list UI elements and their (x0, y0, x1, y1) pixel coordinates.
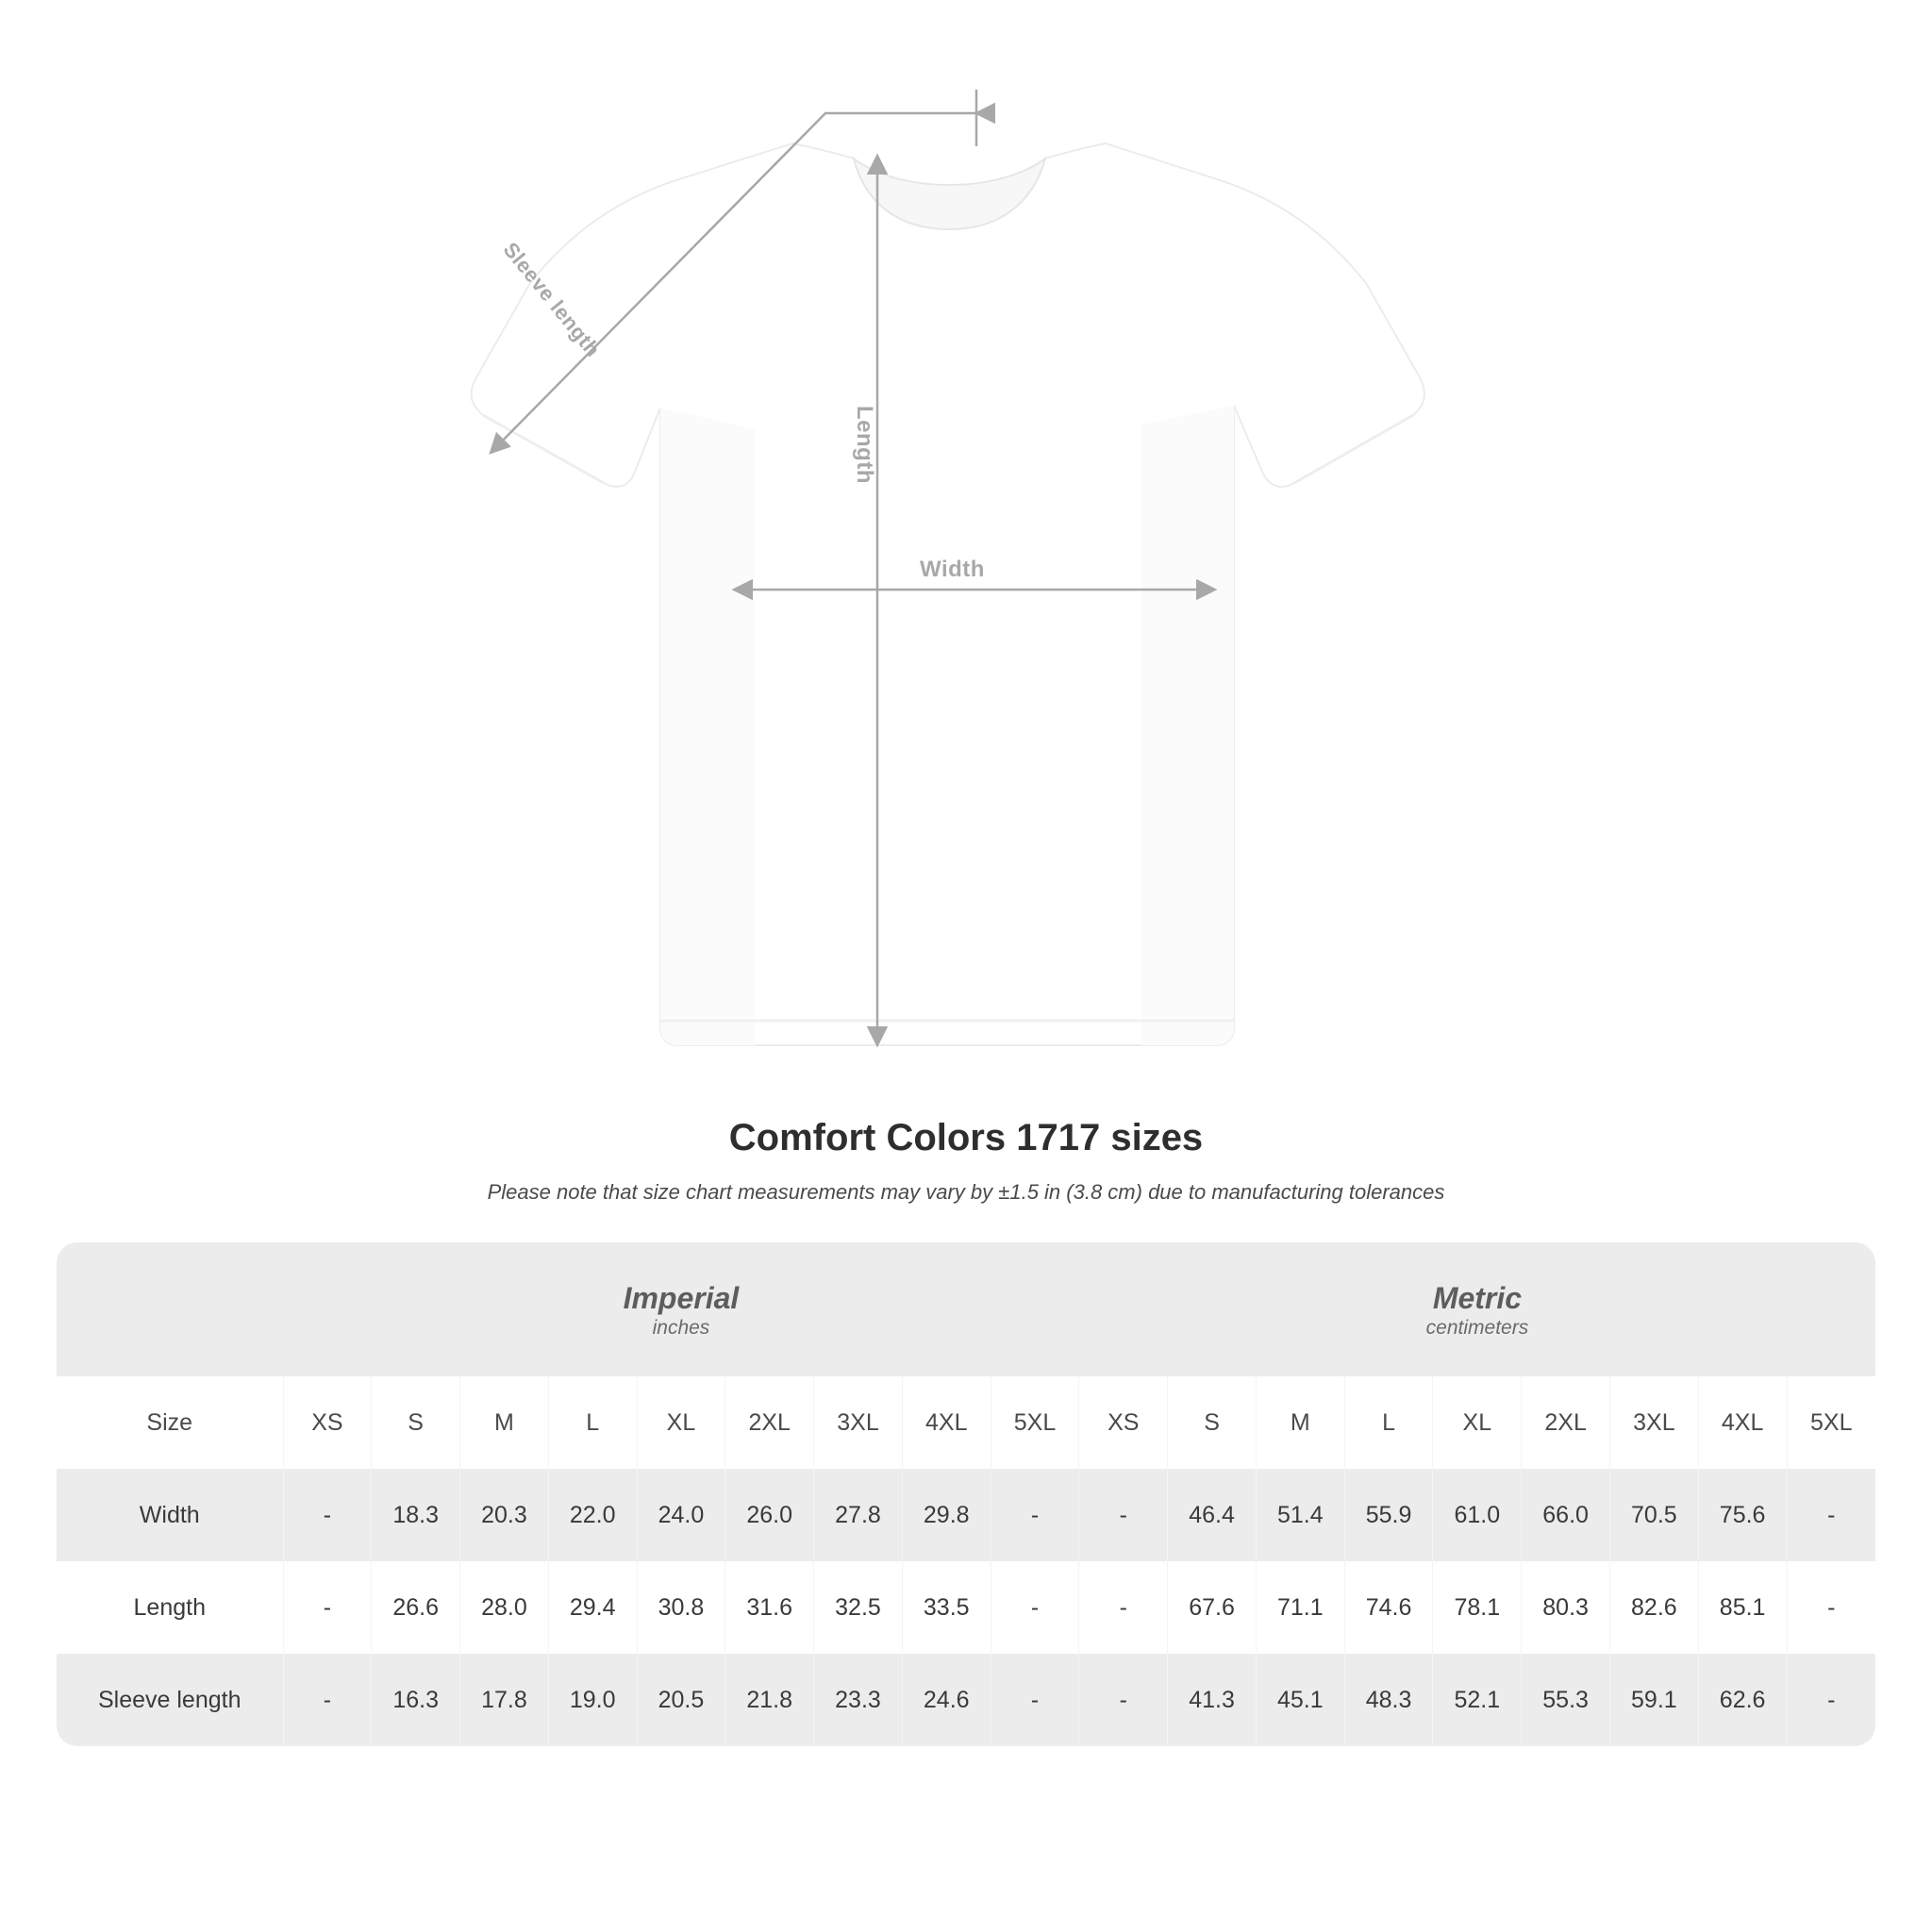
header-imperial-xs: XS (283, 1376, 372, 1469)
tshirt-shape (472, 143, 1424, 1045)
cell-length-imperial-2xl: 31.6 (725, 1561, 814, 1654)
header-metric-3xl: 3XL (1609, 1376, 1698, 1469)
header-metric-xs: XS (1079, 1376, 1168, 1469)
cell-sleeve-imperial-xl: 20.5 (637, 1654, 725, 1746)
header-imperial-m: M (460, 1376, 549, 1469)
cell-length-imperial-3xl: 32.5 (814, 1561, 903, 1654)
cell-sleeve-metric-3xl: 59.1 (1609, 1654, 1698, 1746)
cell-sleeve-metric-xs: - (1079, 1654, 1168, 1746)
cell-length-metric-4xl: 85.1 (1698, 1561, 1787, 1654)
row-label-sleeve-length: Sleeve length (57, 1654, 283, 1746)
header-imperial-xl: XL (637, 1376, 725, 1469)
cell-width-imperial-xl: 24.0 (637, 1469, 725, 1561)
header-metric-2xl: 2XL (1522, 1376, 1610, 1469)
cell-length-metric-s: 67.6 (1168, 1561, 1257, 1654)
cell-width-metric-m: 51.4 (1256, 1469, 1344, 1561)
cell-sleeve-metric-xl: 52.1 (1433, 1654, 1522, 1746)
cell-length-metric-5xl: - (1787, 1561, 1875, 1654)
table-row (57, 1561, 1875, 1654)
length-label: Length (852, 406, 877, 484)
size-header-row (57, 1376, 1875, 1469)
page-title: Comfort Colors 1717 sizes (728, 1117, 1204, 1158)
imperial-unit-header (283, 1242, 1079, 1376)
cell-width-metric-4xl: 75.6 (1698, 1469, 1787, 1561)
cell-length-imperial-l: 29.4 (548, 1561, 637, 1654)
cell-width-imperial-l: 22.0 (548, 1469, 637, 1561)
imperial-subtitle: inches (652, 1317, 710, 1339)
header-metric-l: L (1344, 1376, 1433, 1469)
cell-length-metric-xs: - (1079, 1561, 1168, 1654)
cell-width-imperial-xs: - (283, 1469, 372, 1561)
cell-width-metric-2xl: 66.0 (1522, 1469, 1610, 1561)
imperial-title: Imperial (623, 1281, 740, 1315)
metric-unit-header (1079, 1242, 1875, 1376)
cell-length-metric-3xl: 82.6 (1609, 1561, 1698, 1654)
header-imperial-l: L (548, 1376, 637, 1469)
cell-sleeve-metric-l: 48.3 (1344, 1654, 1433, 1746)
cell-length-imperial-xl: 30.8 (637, 1561, 725, 1654)
table-row (57, 1469, 1875, 1561)
cell-width-imperial-3xl: 27.8 (814, 1469, 903, 1561)
header-metric-5xl: 5XL (1787, 1376, 1875, 1469)
cell-sleeve-metric-4xl: 62.6 (1698, 1654, 1787, 1746)
size-table (57, 1242, 1875, 1746)
cell-length-imperial-m: 28.0 (460, 1561, 549, 1654)
header-metric-4xl: 4XL (1698, 1376, 1787, 1469)
cell-sleeve-metric-5xl: - (1787, 1654, 1875, 1746)
header-metric-s: S (1168, 1376, 1257, 1469)
header-imperial-4xl: 4XL (902, 1376, 991, 1469)
header-metric-m: M (1256, 1376, 1344, 1469)
cell-sleeve-imperial-4xl: 24.6 (902, 1654, 991, 1746)
cell-sleeve-metric-m: 45.1 (1256, 1654, 1344, 1746)
cell-width-metric-xl: 61.0 (1433, 1469, 1522, 1561)
cell-length-metric-xl: 78.1 (1433, 1561, 1522, 1654)
header-imperial-3xl: 3XL (814, 1376, 903, 1469)
cell-sleeve-imperial-m: 17.8 (460, 1654, 549, 1746)
cell-width-metric-l: 55.9 (1344, 1469, 1433, 1561)
cell-length-imperial-s: 26.6 (372, 1561, 460, 1654)
cell-sleeve-imperial-5xl: - (991, 1654, 1079, 1746)
cell-sleeve-imperial-l: 19.0 (548, 1654, 637, 1746)
cell-width-imperial-4xl: 29.8 (902, 1469, 991, 1561)
size-header-label: Size (57, 1376, 283, 1469)
cell-length-metric-m: 71.1 (1256, 1561, 1344, 1654)
header-imperial-5xl: 5XL (991, 1376, 1079, 1469)
cell-width-imperial-5xl: - (991, 1469, 1079, 1561)
cell-width-metric-s: 46.4 (1168, 1469, 1257, 1561)
cell-length-metric-2xl: 80.3 (1522, 1561, 1610, 1654)
cell-sleeve-imperial-xs: - (283, 1654, 372, 1746)
size-table-container (57, 1242, 1875, 1746)
unit-header-spacer (57, 1242, 283, 1376)
cell-length-imperial-4xl: 33.5 (902, 1561, 991, 1654)
metric-subtitle: centimeters (1425, 1317, 1529, 1339)
cell-width-metric-xs: - (1079, 1469, 1168, 1561)
cell-sleeve-imperial-3xl: 23.3 (814, 1654, 903, 1746)
cell-width-imperial-m: 20.3 (460, 1469, 549, 1561)
cell-width-metric-5xl: - (1787, 1469, 1875, 1561)
header-metric-xl: XL (1433, 1376, 1522, 1469)
cell-length-imperial-5xl: - (991, 1561, 1079, 1654)
cell-sleeve-imperial-2xl: 21.8 (725, 1654, 814, 1746)
cell-length-imperial-xs: - (283, 1561, 372, 1654)
header-imperial-2xl: 2XL (725, 1376, 814, 1469)
sleeve-length-label: Sleeve length (498, 238, 606, 362)
cell-width-imperial-2xl: 26.0 (725, 1469, 814, 1561)
row-label-width: Width (57, 1469, 283, 1561)
row-label-length: Length (57, 1561, 283, 1654)
header-imperial-s: S (372, 1376, 460, 1469)
cell-width-metric-3xl: 70.5 (1609, 1469, 1698, 1561)
cell-sleeve-metric-2xl: 55.3 (1522, 1654, 1610, 1746)
table-row (57, 1654, 1875, 1746)
tolerance-note: Please note that size chart measurements may vary by ±1.5 in (3.8 cm) due to manufacturing tolerances (487, 1180, 1445, 1204)
width-label: Width (920, 557, 985, 582)
cell-width-imperial-s: 18.3 (372, 1469, 460, 1561)
cell-length-metric-l: 74.6 (1344, 1561, 1433, 1654)
cell-sleeve-imperial-s: 16.3 (372, 1654, 460, 1746)
metric-title: Metric (1432, 1281, 1523, 1315)
cell-sleeve-metric-s: 41.3 (1168, 1654, 1257, 1746)
unit-header-row (57, 1242, 1875, 1376)
